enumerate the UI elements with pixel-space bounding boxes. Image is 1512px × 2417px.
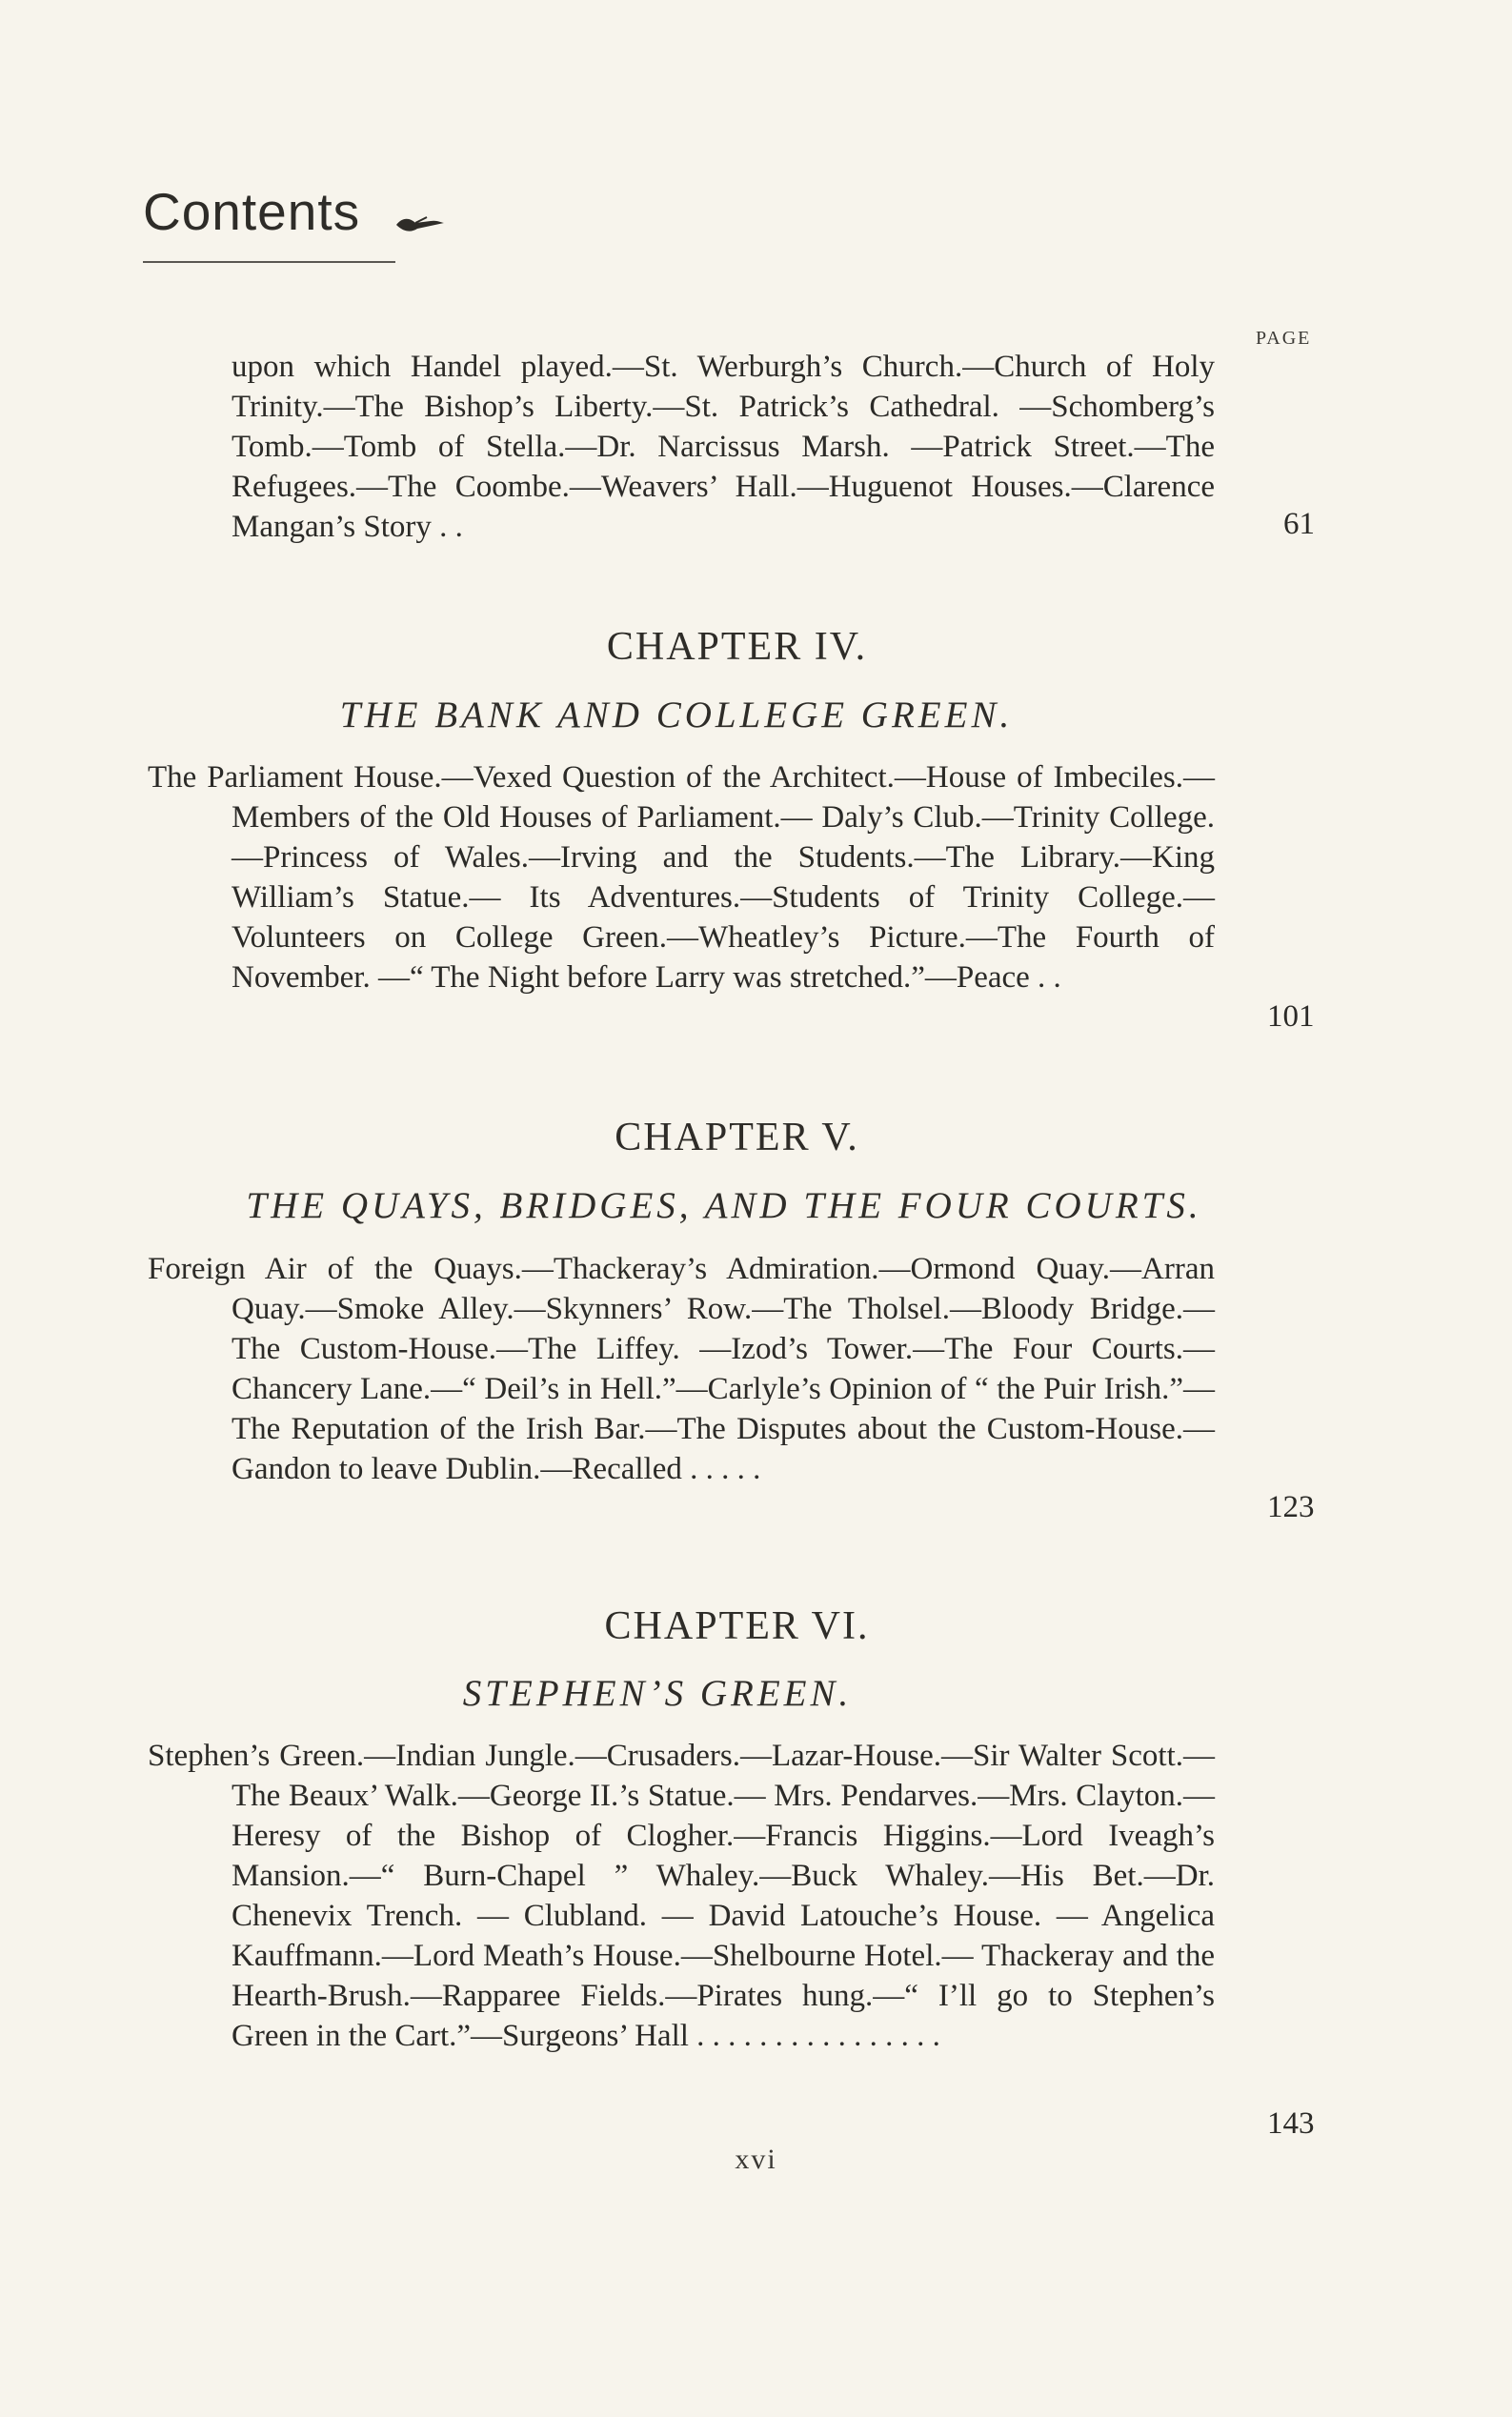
chapter-heading: CHAPTER IV. [606,625,868,669]
toc-entry [148,1736,1215,2056]
toc-page-number: 101 [1267,999,1315,1034]
toc-page-number: 61 [1283,507,1315,541]
page-column-label: PAGE [1256,328,1312,349]
toc-entry-text: upon which Handel played.—St. Werburgh’s Church.—Church of Holy Trinity.—The Bishop’s Liberty.—St. Patrick’s Cathedral. —Schomberg’s Tomb.—Tomb of Stella.—Dr. Narcissus Marsh. —Patrick Street.—The Refugees.—The Coombe.—Weavers’ Hall.—Huguenot Houses.—Clarence Mangan’s Story . . [232,350,1215,544]
chapter-heading: CHAPTER VI. [604,1604,870,1648]
chapter-subtitle: THE BANK AND COLLEGE GREEN. [339,695,1014,735]
toc-entry-continued [148,347,1215,547]
toc-page-number: 143 [1267,2106,1315,2141]
toc-page-number: 123 [1267,1490,1315,1524]
chapter-subtitle: THE QUAYS, BRIDGES, AND THE FOUR COURTS. [246,1185,1202,1226]
pointing-hand-icon [393,210,450,238]
toc-entry-text: The Parliament House.—Vexed Question of the Architect.—House of Imbeciles.—Members of the Old Houses of Parliament.— Daly’s Club.—Trinity College.—Princess of Wales.—Irving and the Students.—The Library.—King William’s Statue.— Its Adventures.—Students of Trinity College.—Volunteers on College Green.—Wheatley’s Picture.—The Fourth of November. —“ The Night before Larry was stretched.”—Peace . . [148,760,1215,995]
toc-entry [148,757,1215,997]
toc-entry-text: Foreign Air of the Quays.—Thackeray’s Admiration.—Ormond Quay.—Arran Quay.—Smoke Alley.—Skynners’ Row.—The Tholsel.—Bloody Bridge.—The Custom-House.—The Liffey. —Izod’s Tower.—The Four Courts.—Chancery Lane.—“ Deil’s in Hell.”—Carlyle’s Opinion of “ the Puir Irish.”—The Reputation of the Irish Bar.—The Disputes about the Custom-House.—Gandon to leave Dublin.—Recalled . . . . . [148,1252,1215,1486]
chapter-heading: CHAPTER V. [615,1116,859,1159]
toc-entry-text: Stephen’s Green.—Indian Jungle.—Crusaders.—Lazar-House.—Sir Walter Scott.—The Beaux’ Walk.—George II.’s Statue.— Mrs. Pendarves.—Mrs. Clayton.—Heresy of the Bishop of Clogher.—Francis Higgins.—Lord Iveagh’s Mansion.—“ Burn-Chapel ” Whaley.—Buck Whaley.—His Bet.—Dr. Chenevix Trench. — Clubland. — David Latouche’s House. — Angelica Kauffmann.—Lord Meath’s House.—Shelbourne Hotel.— Thackeray and the Hearth-Brush.—Rapparee Fields.—Pirates hung.—“ I’ll go to Stephen’s Green in the Cart.”—Surgeons’ Hall . . . . . . . . . . . . . . . . [148,1739,1215,2053]
chapter-subtitle: STEPHEN’S GREEN. [462,1673,853,1714]
toc-entry [148,1249,1215,1489]
page-title: Contents [143,182,361,241]
title-underline [143,261,395,263]
page-folio: xvi [735,2144,777,2175]
